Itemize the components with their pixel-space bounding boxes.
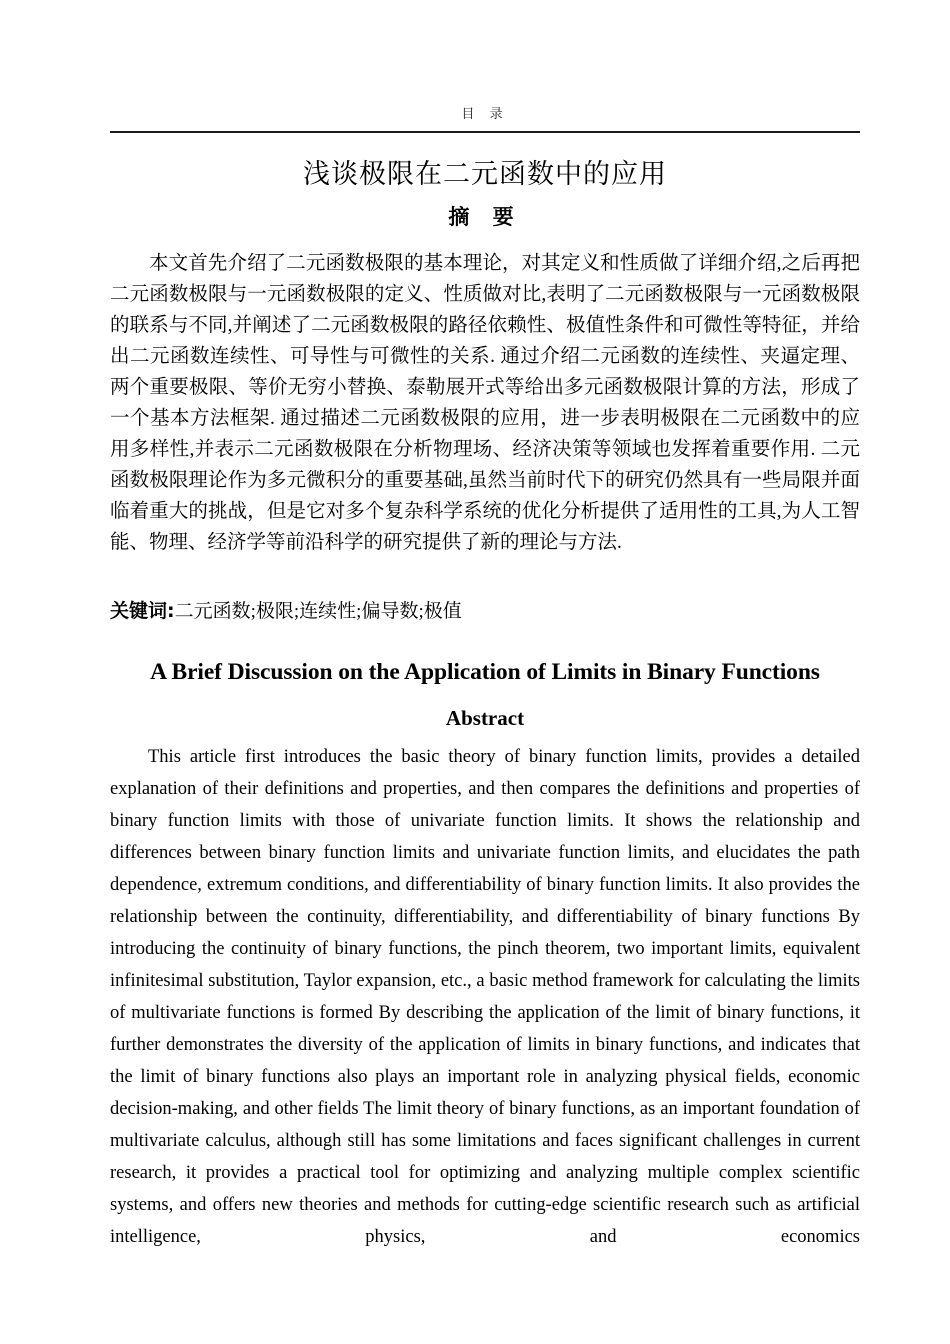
keywords-label: 关键词: <box>110 600 175 622</box>
abstract-heading-english: Abstract <box>445 706 525 731</box>
header-divider-rule <box>110 131 860 133</box>
page-title-chinese: 浅谈极限在二元函数中的应用 <box>303 159 667 191</box>
keywords-value: 二元函数;极限;连续性;偏导数;极值 <box>174 601 462 622</box>
abstract-body-chinese: 本文首先介绍了二元函数极限的基本理论，对其定义和性质做了详细介绍,之后再把二元函数极限与一元函数极限的定义、性质做对比,表明了二元函数极限与一元函数极限的联系与不同,并阐述了二元函数极限的路径依赖性、极值性条件和可微性等特征，并给出二元函数连续性、可导性与可微性的关系. 通过介绍二元函数的连续性、夹逼定理、两个重要极限、等价无穷小替换、泰勒展开式等给出多元函数极限计算的方法，形成了一个基本方法框架. 通过描述二元函数极限的应用，进一步表明极限在二元函数中的应用多样性,并表示二元函数极限在分析物理场、经济决策等领域也发挥着重要作用. 二元函数极限理论作为多元微积分的重要基础,虽然当前时代下的研究仍然具有一些局限并面临着重大的挑战，但是它对多个复杂科学系统的优化分析提供了适用性的工具,为人工智能、物理、经济学等前沿科学的研究提供了新的理论与方法. <box>110 252 860 553</box>
running-header: 目 录 <box>461 106 509 121</box>
abstract-heading-chinese: 摘 要 <box>448 205 522 230</box>
abstract-body-english: This article first introduces the basic theory of binary function limits, provides a detailed explanation of their definitions and properties, and then compares the definitions and properties of binary function limits with those of univariate function limits. It shows the relationship and differences between binary function limits and univariate function limits, and elucidates the path dependence, extremum conditions, and differentiability of binary function limits. It also provides the relationship between the continuity, differentiability, and differentiability of binary functions By introducing the continuity of binary functions, the pinch theorem, two important limits, equivalent infinitesimal substitution, Taylor expansion, etc., a basic method framework for calculating the limits of multivariate functions is formed By describing the application of the limit of binary functions, it further demonstrates the diversity of the application of limits in binary functions, and indicates that the limit of binary functions also plays an important role in analyzing physical fields, economic decision-making, and other fields The limit theory of binary functions, as an important foundation of multivariate calculus, although still has some limitations and faces significant challenges in current research, it provides a practical tool for optimizing and analyzing multiple complex scientific systems, and offers new theories and methods for cutting-edge scientific research such as artificial intelligence, physics, and economics <box>110 746 860 1247</box>
keywords-line-chinese <box>110 597 860 626</box>
page-title-english: A Brief Discussion on the Application of Limits in Binary Functions <box>150 658 820 685</box>
